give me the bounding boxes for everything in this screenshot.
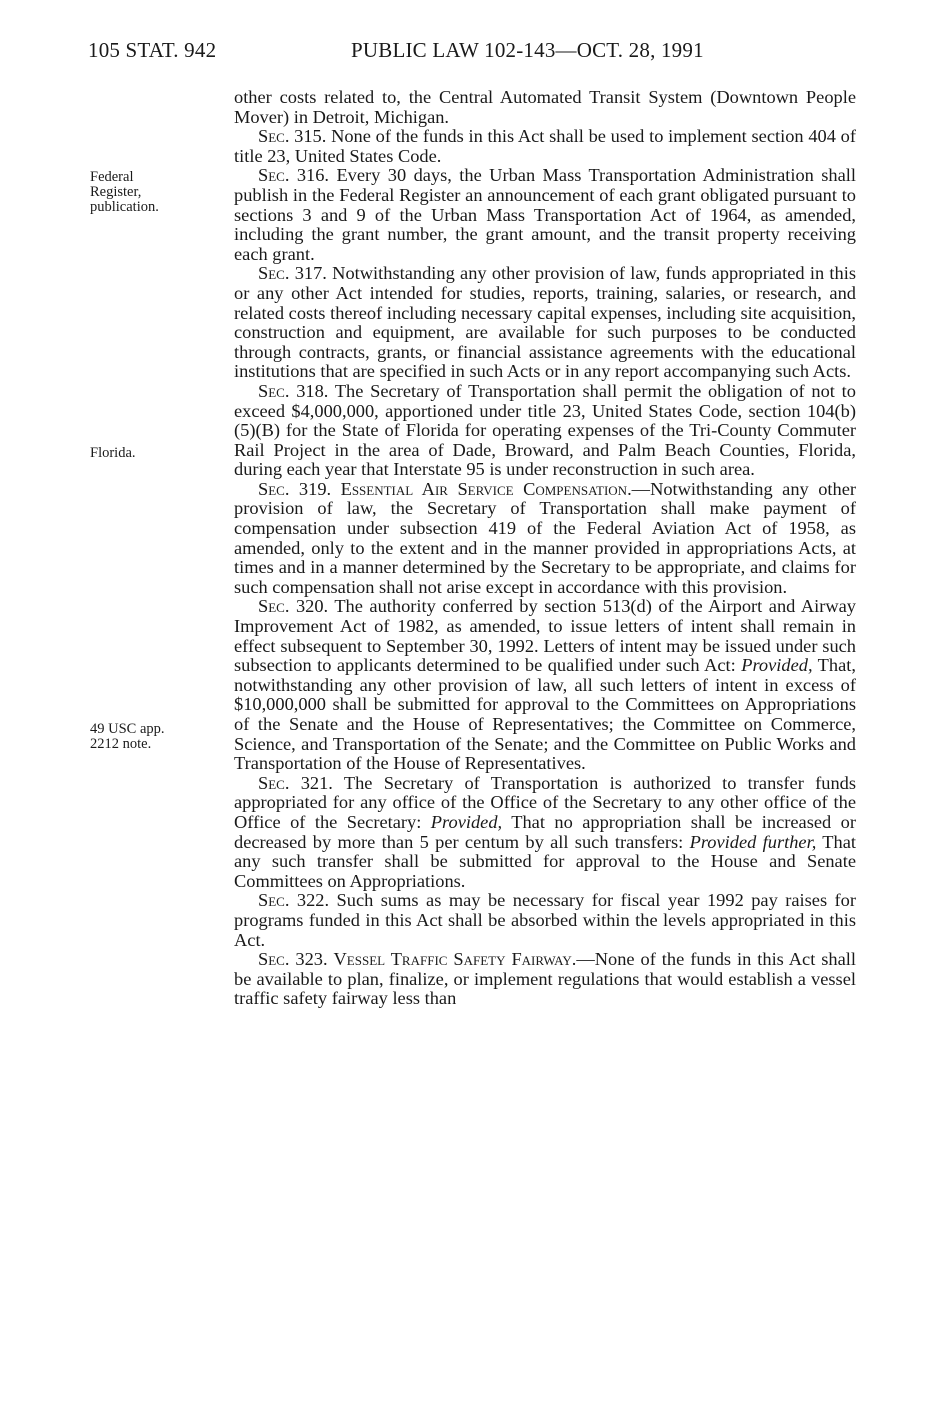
section-text: 318. The Secretary of Transportation shall permit the obligation of not to exceed $4,000,000, apportioned under title 23, United States Code, section 104(b)(5)(B) for the State of Florida for operating expenses of the Tri-County Commuter Rail Project in the area of Dade, Broward, and Palm Beach Counties, Florida, during each year that Interstate 95 is under reconstruction in such area. (234, 380, 856, 480)
section-number: 323. (289, 949, 334, 970)
section-315 (234, 127, 856, 166)
section-label: Sec. (258, 263, 290, 284)
margin-note-line: 2212 note. (90, 736, 152, 752)
section-number: 319. (289, 478, 341, 499)
page-header (0, 38, 943, 72)
section-text: That, notwithstanding any other provision of law, all such letters of intent in excess of $10,000,000 shall be submitted for approval to the Committees on Appropriations of the Senate and the House of Representatives; the Committee on Commerce, Science, and Transportation of the Senate; and the Committee on Public Works and Transportation of the House of Representatives. (234, 655, 856, 774)
section-text: 322. Such sums as may be necessary for fiscal year 1992 pay raises for programs funded in this Act shall be absorbed within the levels appropriated in this Act. (234, 890, 856, 950)
section-323 (234, 950, 856, 1009)
margin-note-line: Florida. (90, 445, 136, 461)
section-heading: Vessel Traffic Safety Fairway (333, 949, 572, 970)
section-label: Sec. (258, 772, 290, 793)
section-text: That any such transfer shall be submitted for approval to the House and Senate Committees on Appropriations. (234, 831, 856, 891)
margin-note-line: Register, (90, 184, 142, 200)
section-318 (234, 382, 856, 480)
section-317 (234, 264, 856, 382)
section-text: 317. Notwithstanding any other provision of law, funds appropriated in this or any other Act intended for studies, reports, training, salaries, or research, and related costs thereof including necessary capital expenses, including site acquisition, construction and equipment, are available for such purposes to be conducted through contracts, grants, or financial assistance agreements with the educational institutions that are specified in such Acts or in any report accompanying such Acts. (234, 263, 856, 382)
section-label: Sec. (258, 165, 290, 186)
section-322 (234, 891, 856, 950)
proviso-further-term: Provided further, (689, 831, 817, 852)
section-heading: Essential Air Service Compensation (340, 478, 628, 499)
section-label: Sec. (258, 380, 290, 401)
statute-body (234, 88, 856, 1009)
section-text: .—Notwithstanding any other provision of law, the Secretary of Transportation shall make payment of compensation under subsection 419 of the Federal Aviation Act of 1958, as amended, only to the extent and in the manner provided in appropriations Acts, at times and in a manner determined by the Secretary to be appropriate, and claims for such compensation shall not arise except in accordance with this provision. (234, 478, 856, 597)
margin-note-florida (90, 446, 200, 461)
margin-note-line: publication. (90, 199, 159, 215)
section-text: 320. The authority conferred by section 513(d) of the Airport and Airway Improvement Act of 1982, as amended, to issue letters of intent shall remain in effect subsequent to September 30, 1992. Letters of intent may be issued under such subsection to applicants determined to be qualified under such Act: (234, 596, 856, 676)
section-321 (234, 774, 856, 892)
section-319 (234, 480, 856, 598)
margin-note-line: 49 USC app. (90, 721, 165, 737)
section-label: Sec. (258, 596, 290, 617)
statute-page-reference: 105 STAT. 942 (88, 38, 217, 62)
section-label: Sec. (258, 478, 290, 499)
section-text: That no appropriation shall be increased or decreased by more than 5 per centum by all such transfers: (234, 811, 856, 852)
margin-note-usc (90, 722, 200, 752)
proviso-term: Provided, (430, 811, 503, 832)
section-label: Sec. (258, 126, 290, 147)
proviso-term: Provided, (741, 655, 813, 676)
section-316 (234, 166, 856, 264)
section-label: Sec. (258, 890, 290, 911)
section-label: Sec. (258, 949, 290, 970)
section-text: 315. None of the funds in this Act shall be used to implement section 404 of title 23, United States Code. (234, 126, 856, 166)
section-text: .—None of the funds in this Act shall be available to plan, finalize, or implement regulations that would establish a vessel traffic safety fairway less than (234, 949, 856, 1009)
section-320 (234, 597, 856, 773)
continuation-paragraph: other costs related to, the Central Automated Transit System (Downtown People Mover) in Detroit, Michigan. (234, 87, 856, 127)
margin-note-federal-register (90, 170, 200, 215)
public-law-reference: PUBLIC LAW 102-143—OCT. 28, 1991 (351, 38, 704, 62)
section-text: 316. Every 30 days, the Urban Mass Transportation Administration shall publish in the Federal Register an announcement of each grant obligated pursuant to sections 3 and 9 of the Urban Mass Transportation Act of 1964, as amended, including the grant number, the grant amount, and the transit property receiving each grant. (234, 165, 856, 264)
section-text: 321. The Secretary of Transportation is authorized to transfer funds appropriated for any office of the Office of the Secretary to any other office of the Office of the Secretary: (234, 772, 856, 832)
margin-note-line: Federal (90, 169, 134, 185)
